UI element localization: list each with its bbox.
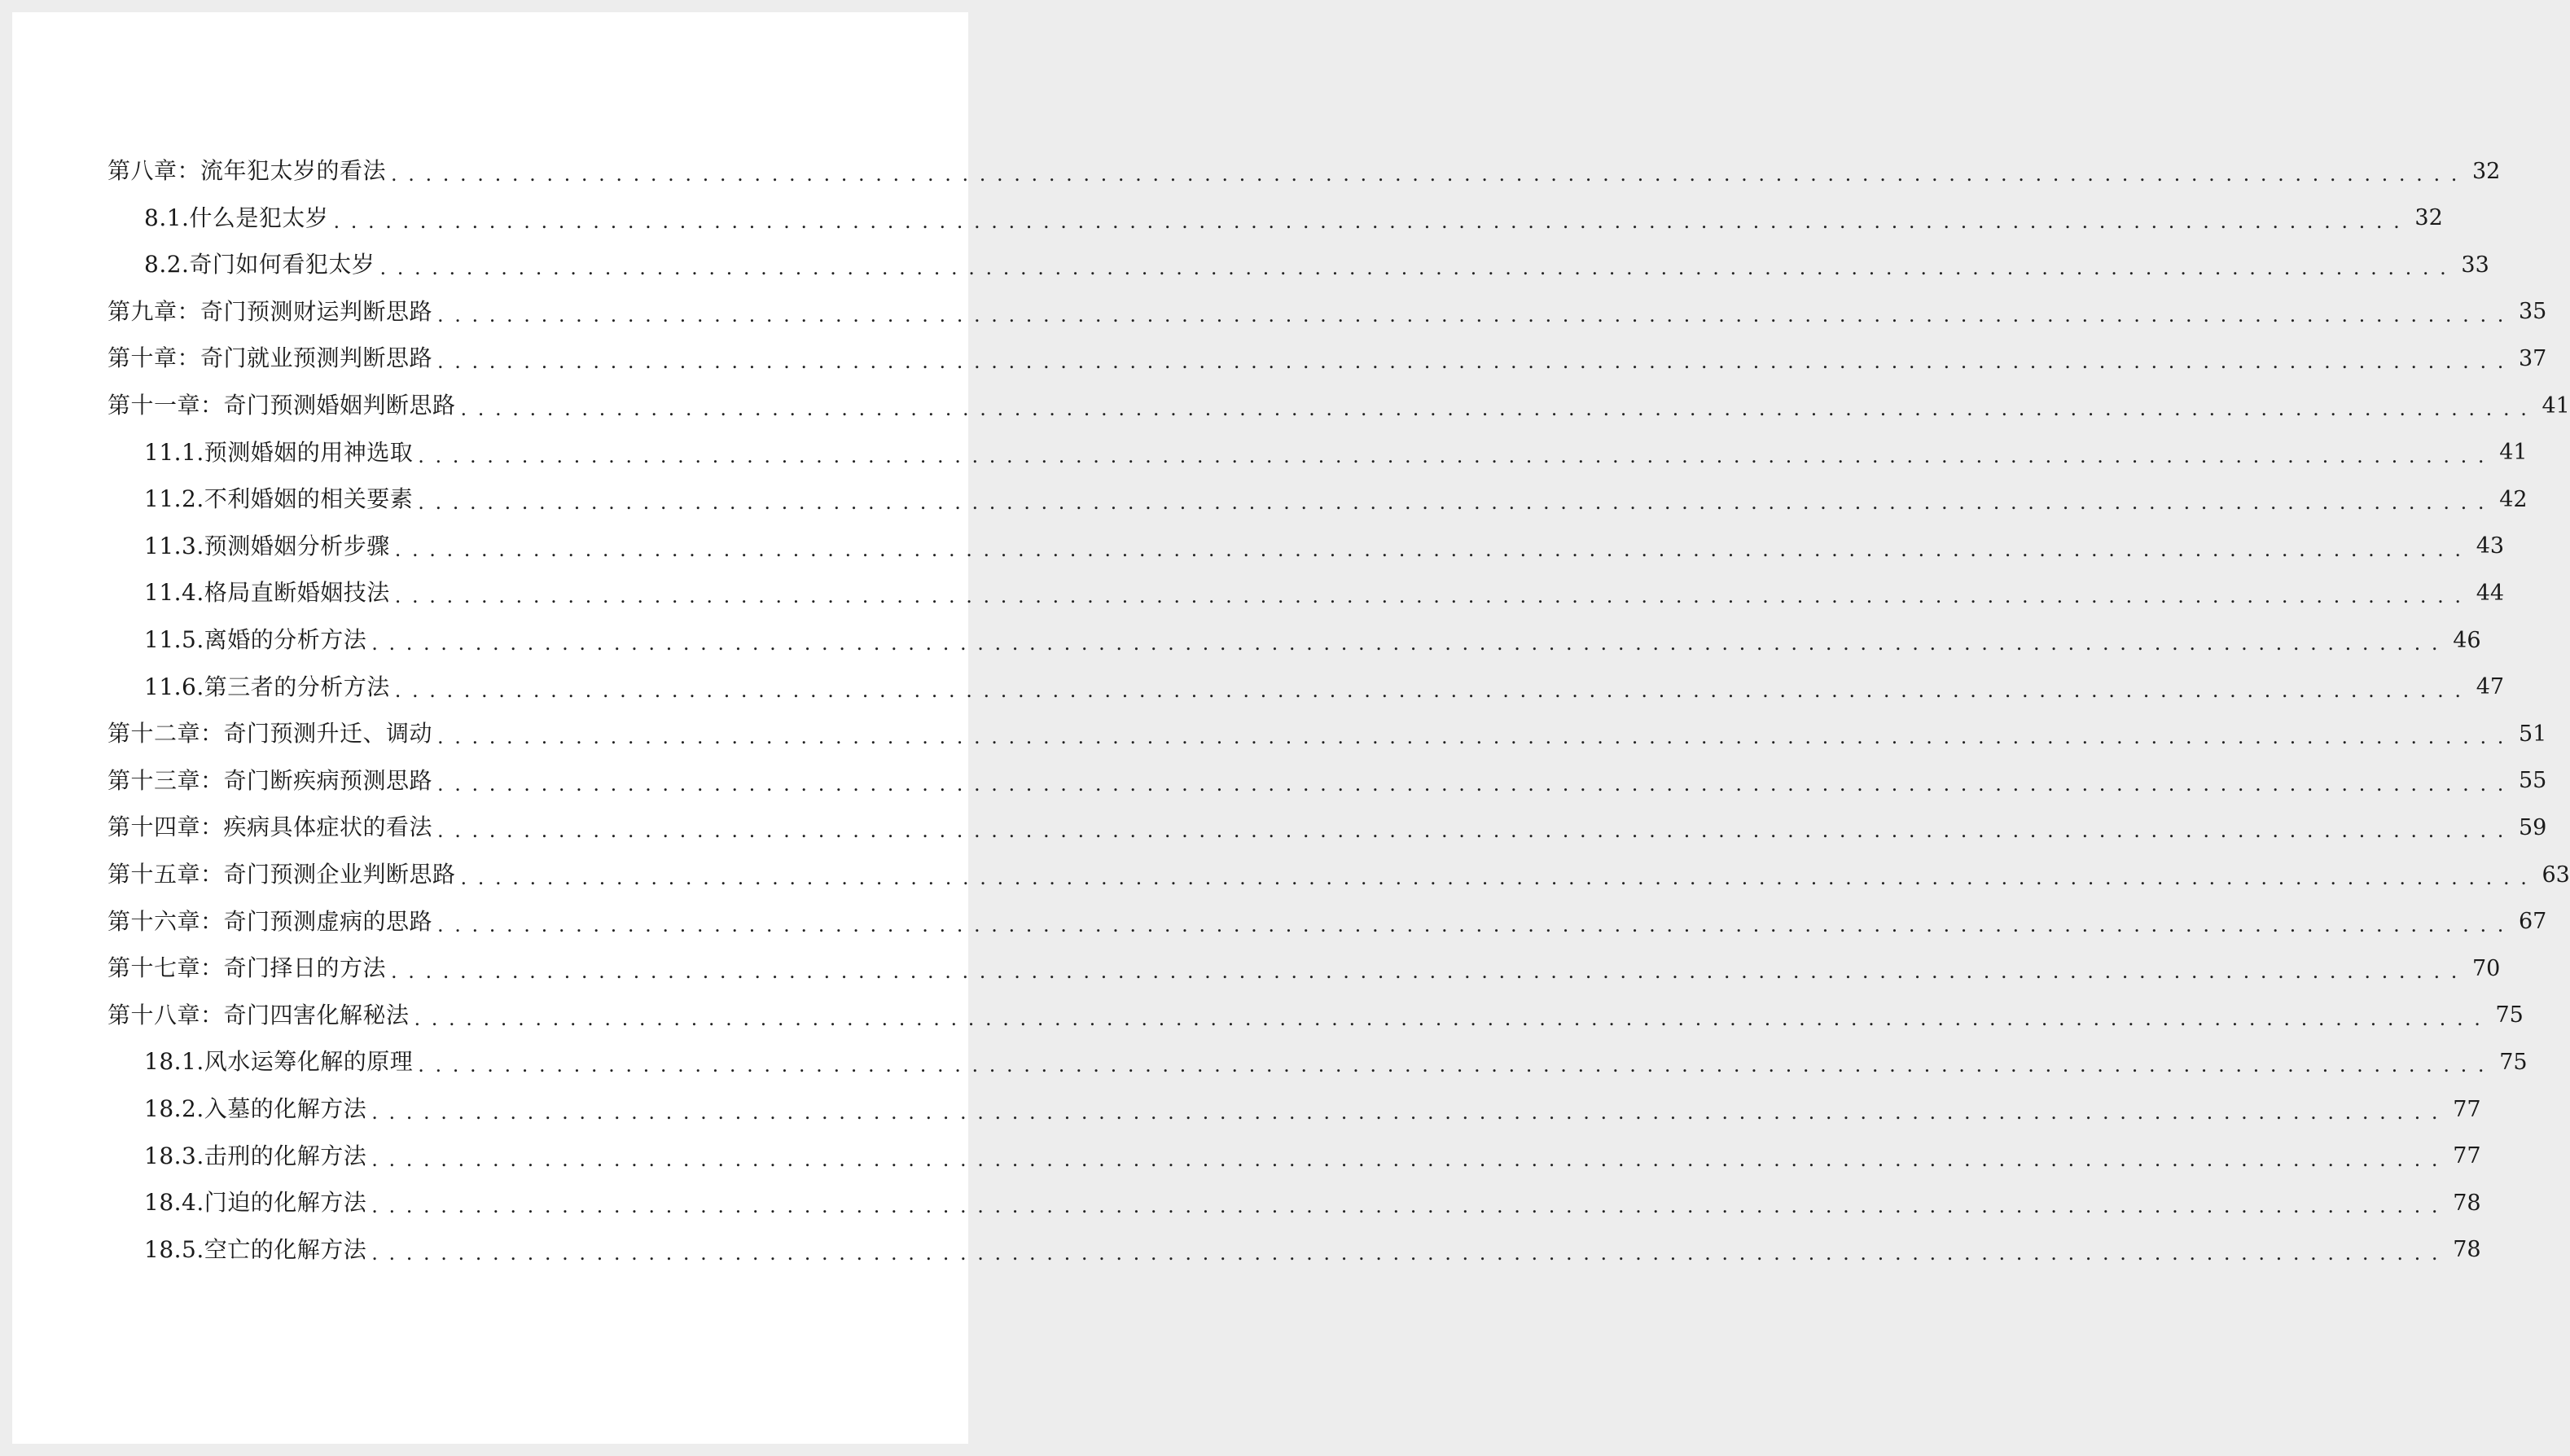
toc-entry-title: 8.1.什么是犯太岁 [144, 204, 329, 231]
toc-entry-title: 第十三章：奇门断疾病预测思路 [107, 766, 433, 794]
toc-entry-title: 第十六章：奇门预测虚病的思路 [107, 907, 433, 935]
toc-entry[interactable] [144, 1136, 2481, 1177]
toc-entry[interactable] [144, 1230, 2481, 1270]
document-page [12, 12, 2570, 1444]
toc-entry-page-number: 55 [2518, 768, 2547, 794]
dot-leader: . . . . . . . . . . . . . . . . . . . . . . . . . . . . . . . . . . . . . . . . . . . . . . . . . . . . . . . . . . . . . . . . . . . . . . . . . . . . . . . . . . . . . . . . . . . . . . . . . . . . . . . . . . . . . . . . . . . . . . . . [418, 491, 2487, 515]
toc-entry[interactable] [107, 338, 2547, 379]
toc-entry[interactable] [107, 854, 2570, 895]
toc-entry-page-number: 37 [2518, 345, 2547, 371]
toc-entry-page-number: 41 [2499, 440, 2528, 466]
toc-entry-title: 第十七章：奇门择日的方法 [107, 954, 387, 982]
toc-entry[interactable] [144, 479, 2528, 520]
toc-entry-title: 11.6.第三者的分析方法 [144, 673, 390, 700]
dot-leader: . . . . . . . . . . . . . . . . . . . . . . . . . . . . . . . . . . . . . . . . . . . . . . . . . . . . . . . . . . . . . . . . . . . . . . . . . . . . . . . . . . . . . . . . . . . . . . . . . . . . . . . . . . . . . . . . . . . . . . . . [437, 303, 2506, 327]
toc-entry[interactable] [107, 292, 2547, 332]
toc-entry-title: 11.4.格局直断婚姻技法 [144, 579, 390, 607]
toc-entry-page-number: 51 [2518, 721, 2547, 747]
toc-entry-page-number: 44 [2476, 580, 2505, 606]
toc-entry-title: 第十二章：奇门预测升迁、调动 [107, 720, 433, 748]
dot-leader: . . . . . . . . . . . . . . . . . . . . . . . . . . . . . . . . . . . . . . . . . . . . . . . . . . . . . . . . . . . . . . . . . . . . . . . . . . . . . . . . . . . . . . . . . . . . . . . . . . . . . . . . . . . . . . . . . . . . . . . . [437, 350, 2506, 374]
dot-leader: . . . . . . . . . . . . . . . . . . . . . . . . . . . . . . . . . . . . . . . . . . . . . . . . . . . . . . . . . . . . . . . . . . . . . . . . . . . . . . . . . . . . . . . . . . . . . . . . . . . . . . . . . . . . . . . . . . . . . . . . [394, 537, 2464, 561]
toc-entry-page-number: 59 [2518, 814, 2547, 840]
toc-entry[interactable] [107, 385, 2570, 426]
toc-entry-title: 18.2.入墓的化解方法 [144, 1095, 367, 1122]
toc-entry-title: 11.3.预测婚姻分析步骤 [144, 532, 390, 559]
toc-entry-page-number: 75 [2499, 1049, 2528, 1075]
toc-entry[interactable] [107, 807, 2547, 848]
toc-entry-page-number: 35 [2518, 299, 2547, 325]
toc-entry-page-number: 70 [2471, 955, 2501, 981]
dot-leader: . . . . . . . . . . . . . . . . . . . . . . . . . . . . . . . . . . . . . . . . . . . . . . . . . . . . . . . . . . . . . . . . . . . . . . . . . . . . . . . . . . . . . . . . . . . . . . . . . . . . . . . . . . . . . . . . . . . . . . . . [391, 163, 2460, 186]
toc-entry-title: 第十一章：奇门预测婚姻判断思路 [107, 392, 456, 419]
toc-entry-page-number: 75 [2495, 1002, 2524, 1028]
toc-entry[interactable] [144, 667, 2505, 708]
toc-entry-page-number: 43 [2476, 533, 2505, 559]
toc-entry[interactable] [107, 151, 2501, 191]
toc-entry-page-number: 67 [2518, 909, 2547, 935]
toc-entry-title: 18.4.门迫的化解方法 [144, 1189, 367, 1217]
toc-entry[interactable] [144, 620, 2481, 660]
dot-leader: . . . . . . . . . . . . . . . . . . . . . . . . . . . . . . . . . . . . . . . . . . . . . . . . . . . . . . . . . . . . . . . . . . . . . . . . . . . . . . . . . . . . . . . . . . . . . . . . . . . . . . . . . . . . . . . . . . . . . . . . [371, 1195, 2441, 1218]
toc-entry-page-number: 63 [2541, 862, 2570, 888]
toc-entry[interactable] [107, 995, 2524, 1036]
dot-leader: . . . . . . . . . . . . . . . . . . . . . . . . . . . . . . . . . . . . . . . . . . . . . . . . . . . . . . . . . . . . . . . . . . . . . . . . . . . . . . . . . . . . . . . . . . . . . . . . . . . . . . . . . . . . . . . . . . . . . . . . [333, 209, 2402, 233]
toc-entry-title: 8.2.奇门如何看犯太岁 [144, 251, 375, 278]
toc-entry-page-number: 78 [2453, 1237, 2481, 1263]
toc-entry[interactable] [107, 948, 2501, 989]
toc-entry-title: 第九章：奇门预测财运判断思路 [107, 297, 433, 325]
toc-entry[interactable] [144, 1089, 2481, 1129]
toc-entry-title: 11.5.离婚的分析方法 [144, 626, 367, 653]
toc-entry-title: 11.1.预测婚姻的用神选取 [144, 438, 414, 466]
dot-leader: . . . . . . . . . . . . . . . . . . . . . . . . . . . . . . . . . . . . . . . . . . . . . . . . . . . . . . . . . . . . . . . . . . . . . . . . . . . . . . . . . . . . . . . . . . . . . . . . . . . . . . . . . . . . . . . . . . . . . . . . [371, 1241, 2441, 1265]
toc-entry[interactable] [144, 1182, 2481, 1223]
toc-entry[interactable] [144, 572, 2505, 613]
toc-entry-title: 18.3.击刑的化解方法 [144, 1142, 367, 1169]
toc-entry[interactable] [144, 198, 2443, 239]
toc-entry[interactable] [107, 713, 2547, 754]
toc-entry-title: 第十八章：奇门四害化解秘法 [107, 1001, 410, 1028]
toc-entry-page-number: 42 [2499, 486, 2528, 512]
dot-leader: . . . . . . . . . . . . . . . . . . . . . . . . . . . . . . . . . . . . . . . . . . . . . . . . . . . . . . . . . . . . . . . . . . . . . . . . . . . . . . . . . . . . . . . . . . . . . . . . . . . . . . . . . . . . . . . . . . . . . . . . [437, 772, 2506, 796]
dot-leader: . . . . . . . . . . . . . . . . . . . . . . . . . . . . . . . . . . . . . . . . . . . . . . . . . . . . . . . . . . . . . . . . . . . . . . . . . . . . . . . . . . . . . . . . . . . . . . . . . . . . . . . . . . . . . . . . . . . . . . . . [371, 632, 2441, 655]
toc-entry[interactable] [107, 901, 2547, 942]
dot-leader: . . . . . . . . . . . . . . . . . . . . . . . . . . . . . . . . . . . . . . . . . . . . . . . . . . . . . . . . . . . . . . . . . . . . . . . . . . . . . . . . . . . . . . . . . . . . . . . . . . . . . . . . . . . . . . . . . . . . . . . . [379, 257, 2449, 280]
toc-entry-page-number: 47 [2476, 674, 2505, 700]
toc-entry-page-number: 77 [2453, 1143, 2481, 1169]
toc-entry-title: 第十四章：疾病具体症状的看法 [107, 814, 433, 841]
toc-entry-page-number: 33 [2461, 252, 2489, 278]
dot-leader: . . . . . . . . . . . . . . . . . . . . . . . . . . . . . . . . . . . . . . . . . . . . . . . . . . . . . . . . . . . . . . . . . . . . . . . . . . . . . . . . . . . . . . . . . . . . . . . . . . . . . . . . . . . . . . . . . . . . . . . . [371, 1101, 2441, 1124]
toc-entry-title: 第八章：流年犯太岁的看法 [107, 157, 387, 184]
toc-entry-title: 18.1.风水运筹化解的原理 [144, 1048, 414, 1076]
toc-entry[interactable] [144, 1042, 2528, 1082]
toc-entry-page-number: 77 [2453, 1096, 2481, 1122]
dot-leader: . . . . . . . . . . . . . . . . . . . . . . . . . . . . . . . . . . . . . . . . . . . . . . . . . . . . . . . . . . . . . . . . . . . . . . . . . . . . . . . . . . . . . . . . . . . . . . . . . . . . . . . . . . . . . . . . . . . . . . . . [394, 585, 2464, 608]
toc-entry[interactable] [144, 432, 2528, 473]
toc-entry-title: 第十章：奇门就业预测判断思路 [107, 344, 433, 372]
toc-entry[interactable] [144, 526, 2505, 567]
table-of-contents [12, 12, 2570, 1444]
toc-entry-title: 第十五章：奇门预测企业判断思路 [107, 861, 456, 888]
dot-leader: . . . . . . . . . . . . . . . . . . . . . . . . . . . . . . . . . . . . . . . . . . . . . . . . . . . . . . . . . . . . . . . . . . . . . . . . . . . . . . . . . . . . . . . . . . . . . . . . . . . . . . . . . . . . . . . . . . . . . . . . [414, 1006, 2483, 1030]
dot-leader: . . . . . . . . . . . . . . . . . . . . . . . . . . . . . . . . . . . . . . . . . . . . . . . . . . . . . . . . . . . . . . . . . . . . . . . . . . . . . . . . . . . . . . . . . . . . . . . . . . . . . . . . . . . . . . . . . . . . . . . . [391, 960, 2460, 984]
toc-entry-title: 18.5.空亡的化解方法 [144, 1235, 367, 1263]
toc-entry-title: 11.2.不利婚姻的相关要素 [144, 485, 414, 513]
dot-leader: . . . . . . . . . . . . . . . . . . . . . . . . . . . . . . . . . . . . . . . . . . . . . . . . . . . . . . . . . . . . . . . . . . . . . . . . . . . . . . . . . . . . . . . . . . . . . . . . . . . . . . . . . . . . . . . . . . . . . . . . [394, 678, 2464, 702]
dot-leader: . . . . . . . . . . . . . . . . . . . . . . . . . . . . . . . . . . . . . . . . . . . . . . . . . . . . . . . . . . . . . . . . . . . . . . . . . . . . . . . . . . . . . . . . . . . . . . . . . . . . . . . . . . . . . . . . . . . . . . . . [460, 397, 2529, 420]
toc-entry-page-number: 46 [2453, 627, 2481, 653]
dot-leader: . . . . . . . . . . . . . . . . . . . . . . . . . . . . . . . . . . . . . . . . . . . . . . . . . . . . . . . . . . . . . . . . . . . . . . . . . . . . . . . . . . . . . . . . . . . . . . . . . . . . . . . . . . . . . . . . . . . . . . . . [418, 444, 2487, 467]
toc-entry-page-number: 41 [2541, 393, 2570, 419]
dot-leader: . . . . . . . . . . . . . . . . . . . . . . . . . . . . . . . . . . . . . . . . . . . . . . . . . . . . . . . . . . . . . . . . . . . . . . . . . . . . . . . . . . . . . . . . . . . . . . . . . . . . . . . . . . . . . . . . . . . . . . . . [437, 913, 2506, 936]
toc-entry[interactable] [107, 761, 2547, 801]
toc-entry-page-number: 32 [2414, 205, 2443, 231]
dot-leader: . . . . . . . . . . . . . . . . . . . . . . . . . . . . . . . . . . . . . . . . . . . . . . . . . . . . . . . . . . . . . . . . . . . . . . . . . . . . . . . . . . . . . . . . . . . . . . . . . . . . . . . . . . . . . . . . . . . . . . . . [437, 726, 2506, 749]
toc-entry-page-number: 78 [2453, 1190, 2481, 1216]
dot-leader: . . . . . . . . . . . . . . . . . . . . . . . . . . . . . . . . . . . . . . . . . . . . . . . . . . . . . . . . . . . . . . . . . . . . . . . . . . . . . . . . . . . . . . . . . . . . . . . . . . . . . . . . . . . . . . . . . . . . . . . . [418, 1054, 2487, 1077]
dot-leader: . . . . . . . . . . . . . . . . . . . . . . . . . . . . . . . . . . . . . . . . . . . . . . . . . . . . . . . . . . . . . . . . . . . . . . . . . . . . . . . . . . . . . . . . . . . . . . . . . . . . . . . . . . . . . . . . . . . . . . . . [437, 819, 2506, 843]
dot-leader: . . . . . . . . . . . . . . . . . . . . . . . . . . . . . . . . . . . . . . . . . . . . . . . . . . . . . . . . . . . . . . . . . . . . . . . . . . . . . . . . . . . . . . . . . . . . . . . . . . . . . . . . . . . . . . . . . . . . . . . . [460, 866, 2529, 889]
toc-entry[interactable] [144, 244, 2489, 285]
toc-entry-page-number: 32 [2471, 158, 2501, 184]
dot-leader: . . . . . . . . . . . . . . . . . . . . . . . . . . . . . . . . . . . . . . . . . . . . . . . . . . . . . . . . . . . . . . . . . . . . . . . . . . . . . . . . . . . . . . . . . . . . . . . . . . . . . . . . . . . . . . . . . . . . . . . . [371, 1147, 2441, 1171]
